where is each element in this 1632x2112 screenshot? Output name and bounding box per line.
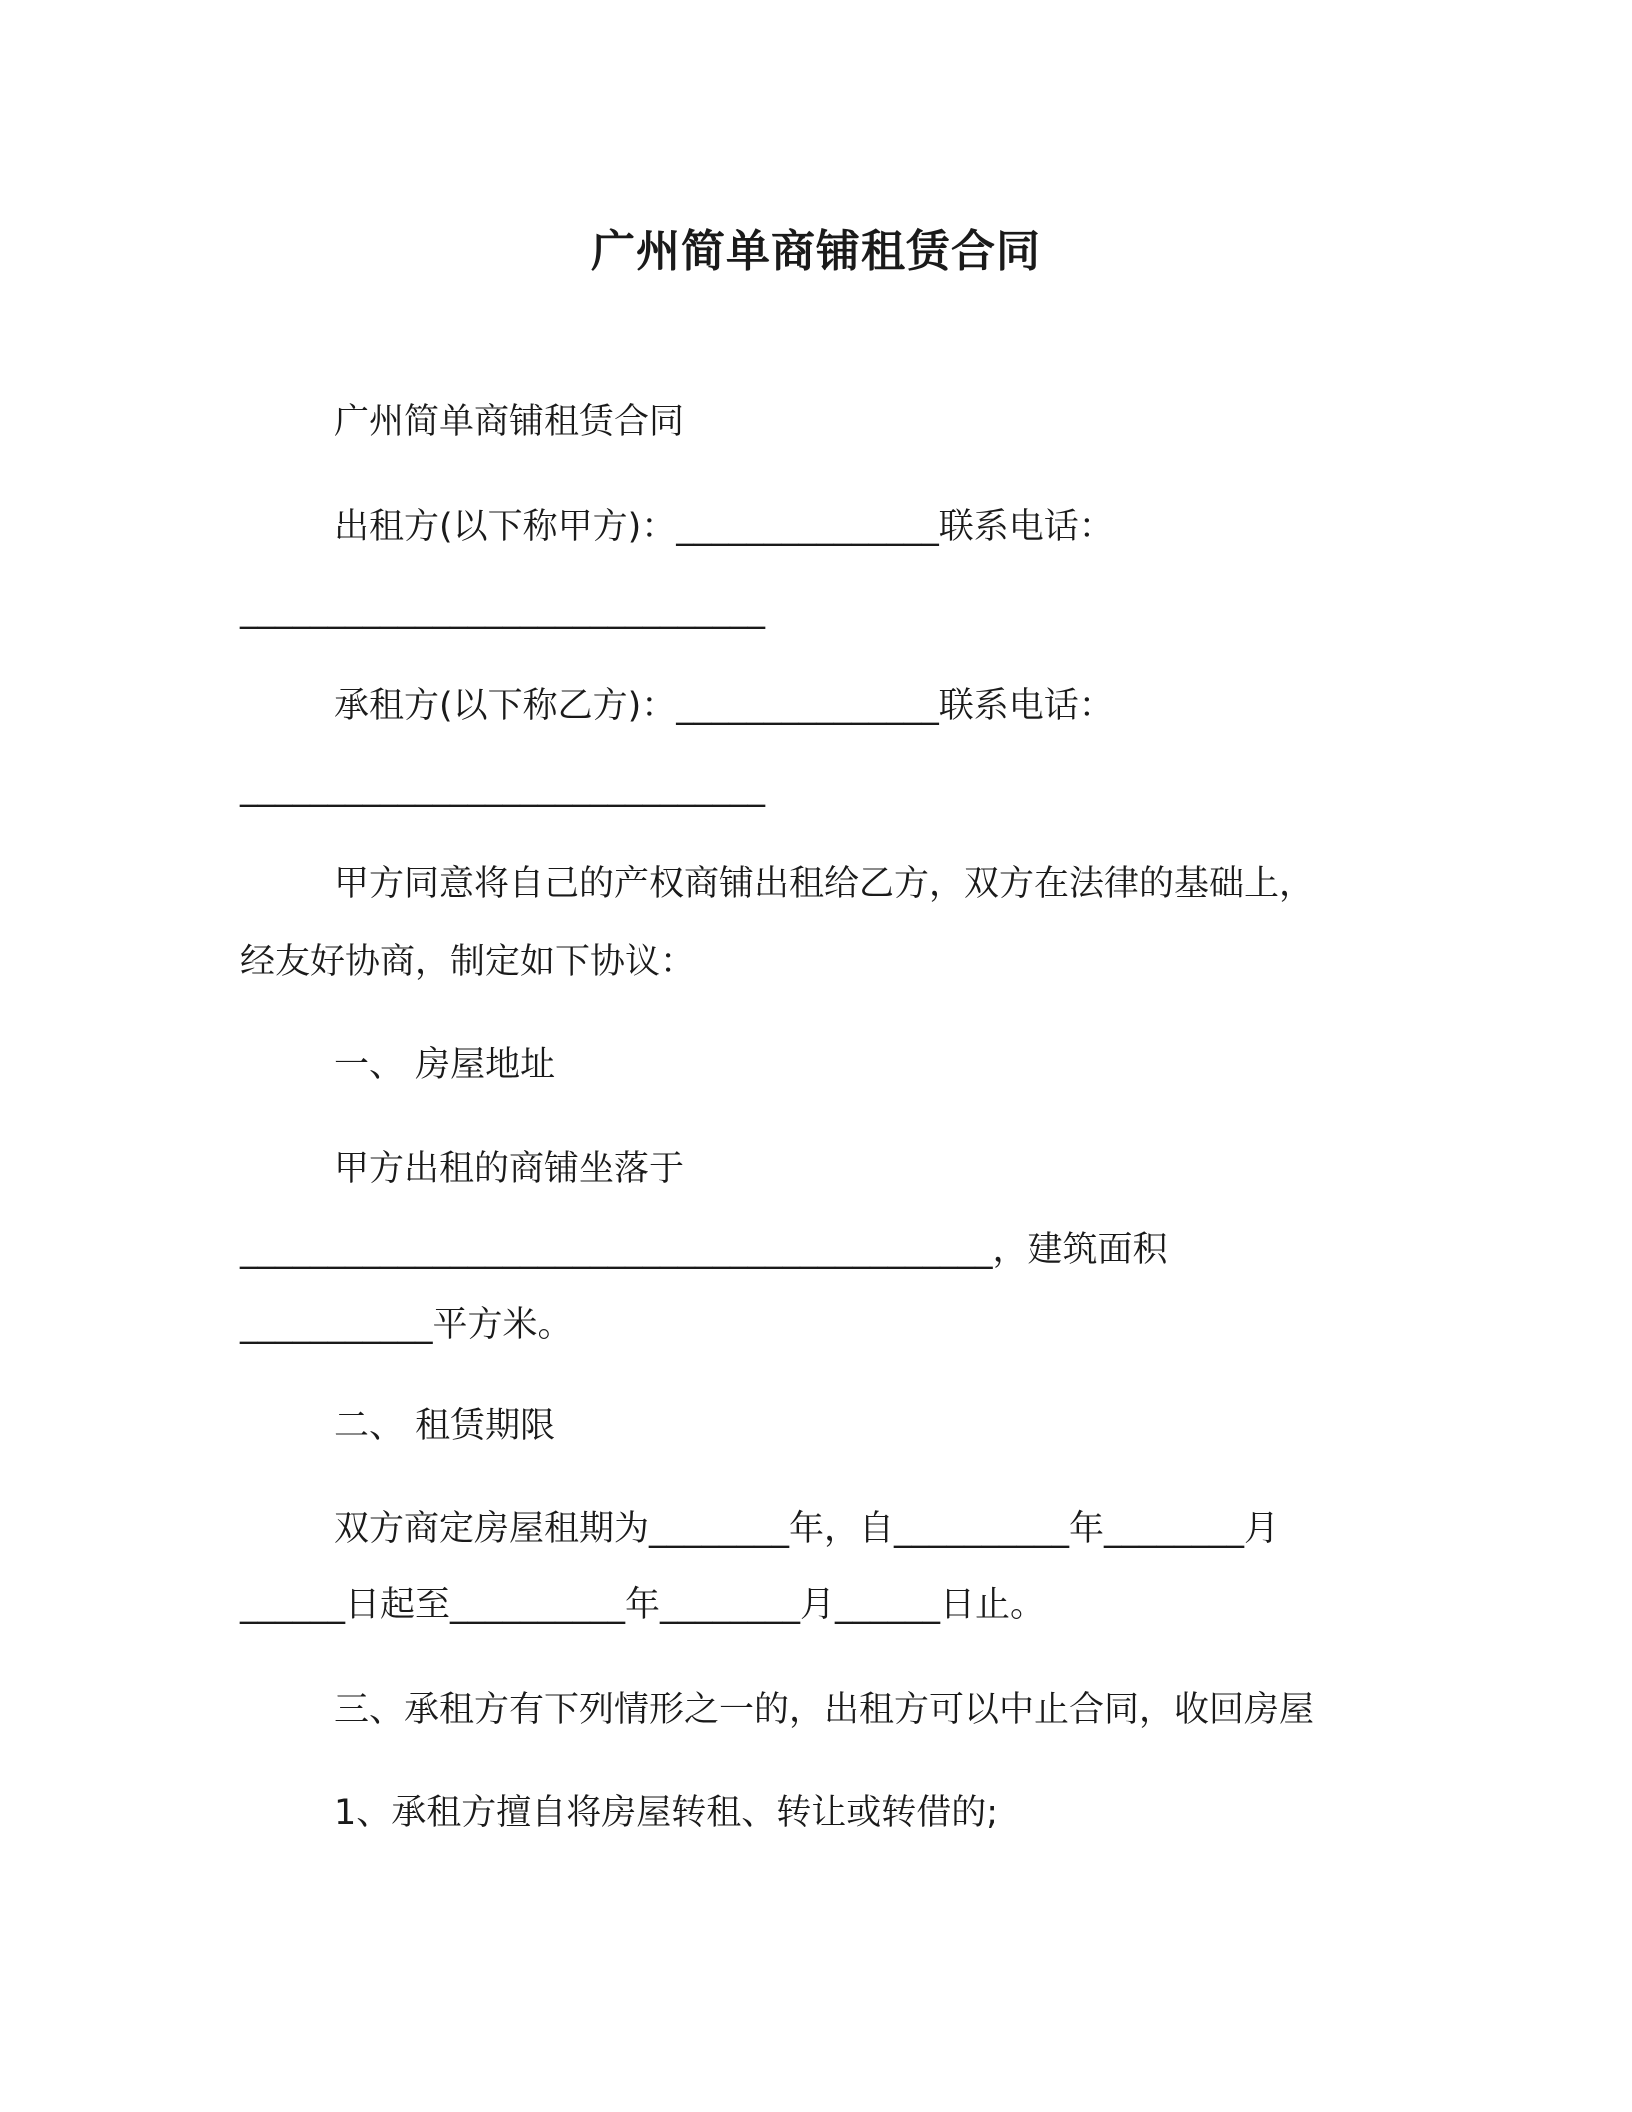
area-line: ___________平方米。 (240, 1305, 573, 1345)
agreement-intro-line-2: 经友好协商，制定如下协议： (240, 942, 696, 982)
term-line-1: 双方商定房屋租期为________年，自__________年________月 (334, 1509, 1280, 1549)
section-3-heading: 三、承租方有下列情形之一的，出租方可以中止合同，收回房屋 (334, 1690, 1315, 1730)
lessee-line: 承租方(以下称乙方)：_______________联系电话： (334, 686, 1114, 726)
section-1-heading: 一、 房屋地址 (334, 1045, 556, 1085)
lessor-phone-blank: ______________________________ (240, 590, 765, 630)
lessee-phone-blank: ______________________________ (240, 768, 765, 808)
subtitle-line: 广州简单商铺租赁合同 (334, 402, 685, 442)
address-line-2: ___________________________________________，建筑面积 (240, 1230, 1168, 1270)
section-2-heading: 二、 租赁期限 (334, 1406, 556, 1446)
address-line-1: 甲方出租的商铺坐落于 (334, 1149, 685, 1189)
lessor-line: 出租方(以下称甲方)：_______________联系电话： (334, 507, 1114, 547)
clause-1-line: 1、承租方擅自将房屋转租、转让或转借的; (334, 1793, 999, 1833)
agreement-intro-line-1: 甲方同意将自己的产权商铺出租给乙方，双方在法律的基础上， (334, 864, 1315, 904)
document-title: 广州简单商铺租赁合同 (591, 226, 1041, 277)
term-line-2: ______日起至__________年________月______日止。 (240, 1585, 1046, 1625)
